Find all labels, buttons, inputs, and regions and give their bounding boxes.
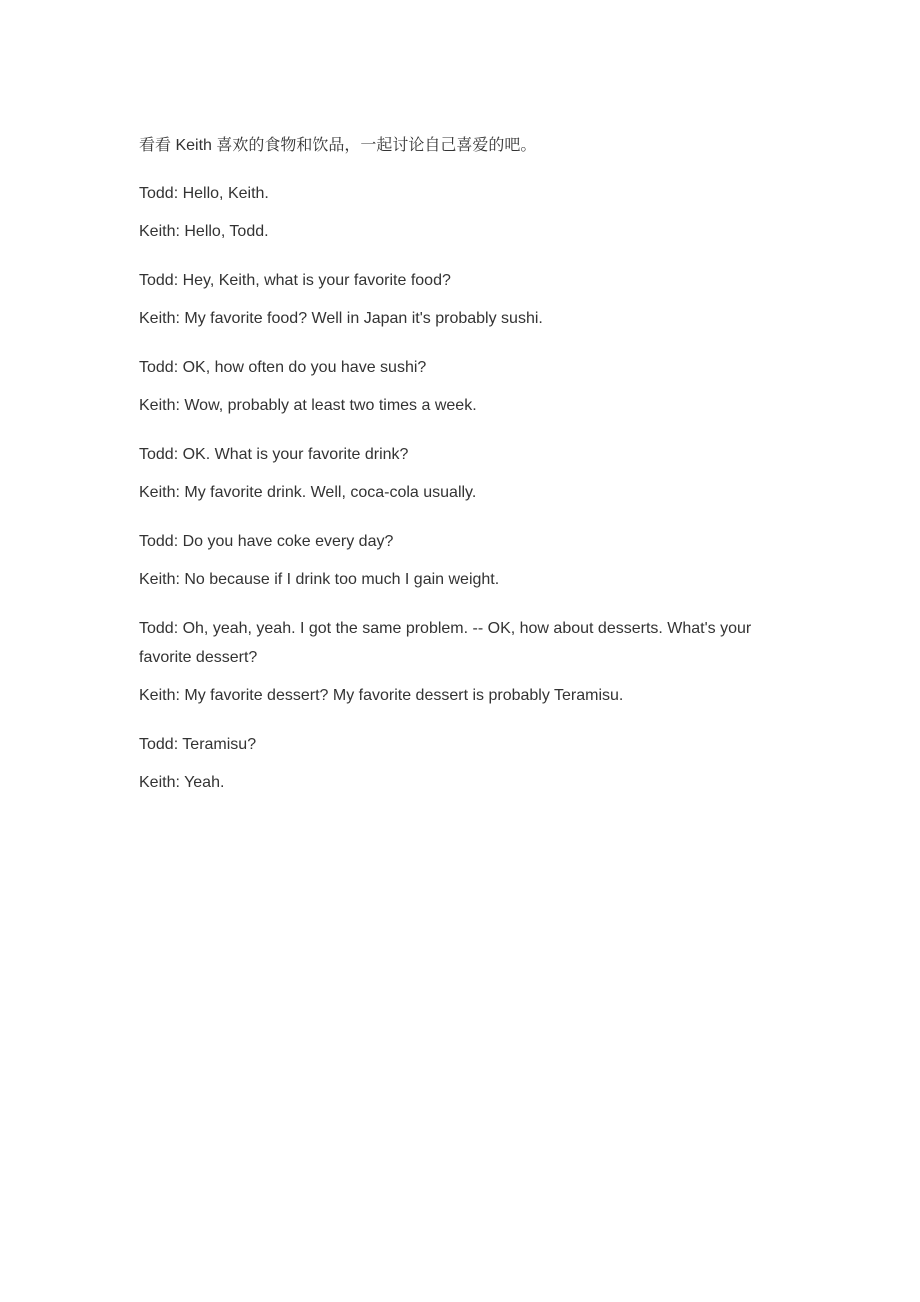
dialogue-exchange <box>139 527 779 594</box>
dialogue-exchange <box>139 440 779 507</box>
dialogue-exchange <box>139 614 779 710</box>
keith-line: Keith: My favorite drink. Well, coca-cola usually. <box>139 484 477 501</box>
todd-line: Todd: Hey, Keith, what is your favorite food? <box>139 272 451 289</box>
keith-line: Keith: Wow, probably at least two times a week. <box>139 397 477 414</box>
todd-line: Todd: Oh, yeah, yeah. I got the same problem. -- OK, how about desserts. What's your favorite dessert? <box>139 620 752 666</box>
dialogue-exchange <box>139 730 779 797</box>
keith-line: Keith: My favorite food? Well in Japan it's probably sushi. <box>139 310 543 327</box>
dialogue-exchange <box>139 353 779 420</box>
todd-line: Todd: Hello, Keith. <box>139 185 269 202</box>
todd-line: Todd: Teramisu? <box>139 736 257 753</box>
todd-line: Todd: OK, how often do you have sushi? <box>139 359 427 376</box>
todd-line: Todd: OK. What is your favorite drink? <box>139 446 409 463</box>
keith-line: Keith: My favorite dessert? My favorite dessert is probably Teramisu. <box>139 687 624 704</box>
todd-line: Todd: Do you have coke every day? <box>139 533 394 550</box>
keith-line: Keith: No because if I drink too much I gain weight. <box>139 571 500 588</box>
keith-line: Keith: Yeah. <box>139 774 225 791</box>
dialogue-exchange <box>139 266 779 333</box>
intro-text: 看看 Keith 喜欢的食物和饮品，一起讨论自己喜爱的吧。 <box>139 137 537 154</box>
document-body <box>139 133 779 817</box>
keith-line: Keith: Hello, Todd. <box>139 223 269 240</box>
dialogue-exchange <box>139 179 779 246</box>
